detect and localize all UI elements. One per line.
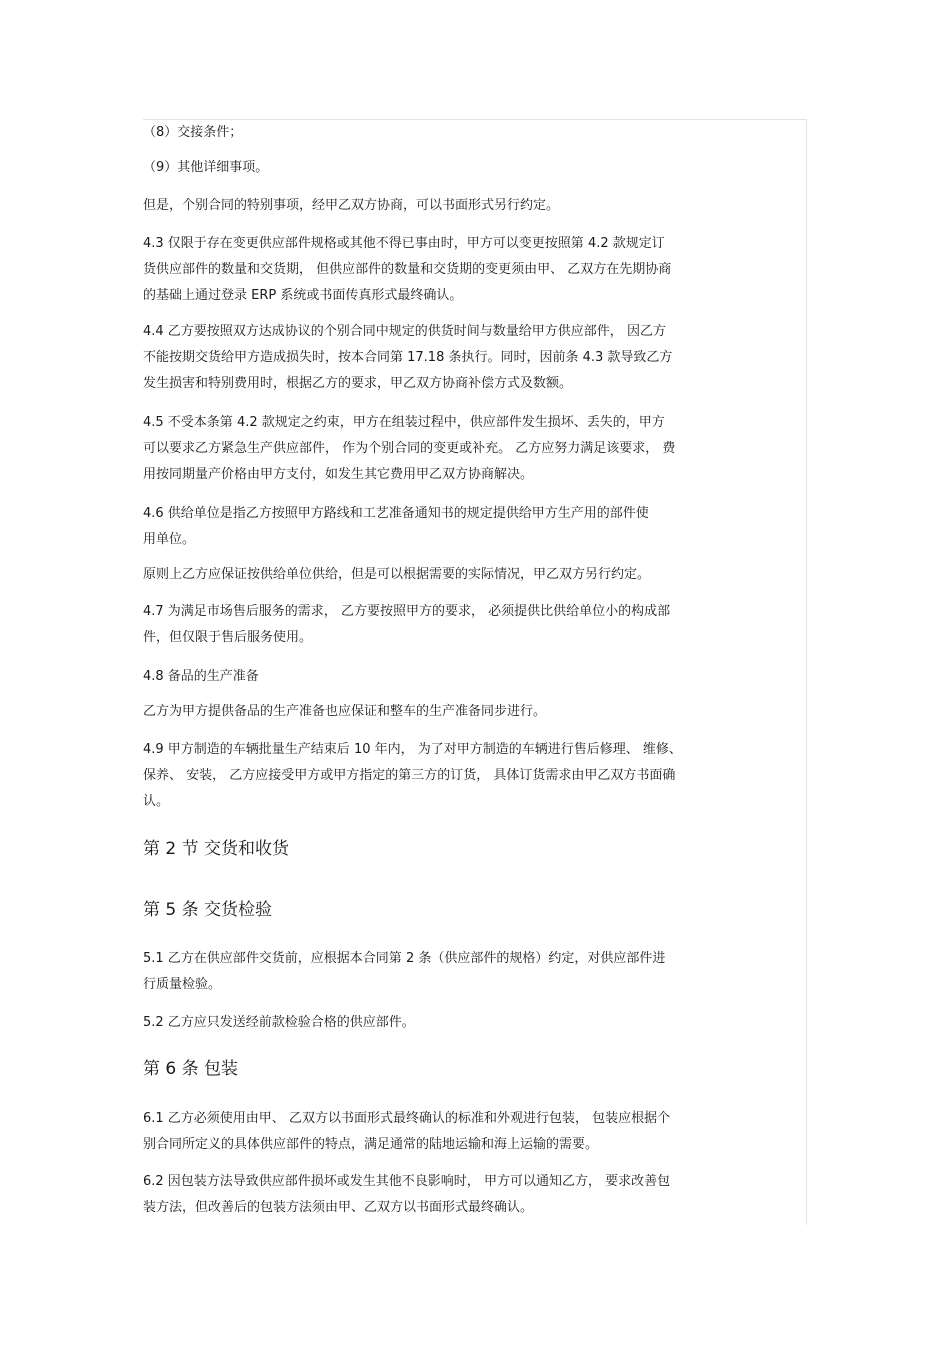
paragraph-4-4: [143, 319, 807, 397]
text-line: 认。: [143, 794, 170, 809]
text-line: 用按同期量产价格由甲方支付，如发生其它费用甲乙双方协商解决。: [143, 467, 534, 482]
paragraph-4-7: [143, 599, 807, 651]
paragraph-4-5: [143, 410, 807, 488]
text-line: 4.9 甲方制造的车辆批量生产结束后 10 年内， 为了对甲方制造的车辆进行售后修理、 维修、: [143, 742, 682, 757]
text-line: 4.7 为满足市场售后服务的需求， 乙方要按照甲方的要求， 必须提供比供给单位小的构成部: [143, 604, 671, 619]
paragraph-6-1: [143, 1106, 807, 1158]
text-line: 5.2 乙方应只发送经前款检验合格的供应部件。: [143, 1015, 415, 1030]
text-line: 但是，个别合同的特别事项，经甲乙双方协商，可以书面形式另行约定。: [143, 198, 560, 213]
text-line: 装方法，但改善后的包装方法须由甲、乙双方以书面形式最终确认。: [143, 1200, 534, 1215]
text-line: 件，但仅限于售后服务使用。: [143, 630, 313, 645]
paragraph-principle: [143, 562, 807, 588]
paragraph-4-8: [143, 664, 807, 690]
text-line: （9）其他详细事项。: [143, 160, 269, 175]
paragraph-4-3: [143, 231, 807, 309]
article-heading: 第 6 条 包装: [143, 1059, 239, 1079]
text-line: 发生损害和特别费用时，根据乙方的要求，甲乙双方协商补偿方式及数额。: [143, 376, 573, 391]
text-line: 保养、 安装， 乙方应接受甲方或甲方指定的第三方的订货， 具体订货需求由甲乙双方书面确: [143, 768, 676, 783]
paragraph-4-9: [143, 737, 807, 815]
paragraph-item-8: [143, 120, 807, 146]
text-line: 的基础上通过登录 ERP 系统或书面传真形式最终确认。: [143, 288, 463, 303]
paragraph-5-2: [143, 1010, 807, 1036]
text-line: （8）交接条件；: [143, 125, 243, 140]
text-line: 货供应部件的数量和交货期， 但供应部件的数量和交货期的变更须由甲、 乙双方在先期协商: [143, 262, 672, 277]
text-line: 别合同所定义的具体供应部件的特点，满足通常的陆地运输和海上运输的需要。: [143, 1137, 599, 1152]
text-line: 用单位。: [143, 532, 196, 547]
text-line: 乙方为甲方提供备品的生产准备也应保证和整车的生产准备同步进行。: [143, 704, 547, 719]
text-line: 原则上乙方应保证按供给单位供给，但是可以根据需要的实际情况，甲乙双方另行约定。: [143, 567, 651, 582]
paragraph-spare-parts: [143, 699, 807, 725]
paragraph-special-terms: [143, 193, 807, 219]
text-line: 可以要求乙方紧急生产供应部件， 作为个别合同的变更或补充。 乙方应努力满足该要求， 费: [143, 441, 676, 456]
section-heading: 第 2 节 交货和收货: [143, 839, 290, 859]
text-line: 4.8 备品的生产准备: [143, 669, 259, 684]
paragraph-5-1: [143, 946, 807, 998]
text-line: 6.1 乙方必须使用由甲、 乙双方以书面形式最终确认的标准和外观进行包装， 包装应根据个: [143, 1111, 671, 1126]
paragraph-item-9: [143, 155, 807, 181]
article-heading: 第 5 条 交货检验: [143, 900, 273, 920]
text-line: 行质量检验。: [143, 977, 222, 992]
document-page: [143, 119, 807, 1225]
text-line: 4.3 仅限于存在变更供应部件规格或其他不得已事由时，甲方可以变更按照第 4.2 款规定订: [143, 236, 665, 251]
text-line: 不能按期交货给甲方造成损失时，按本合同第 17.18 条执行。同时，因前条 4.3 款导致乙方: [143, 350, 673, 365]
text-line: 4.4 乙方要按照双方达成协议的个别合同中规定的供货时间与数量给甲方供应部件， 因乙方: [143, 324, 666, 339]
paragraph-4-6: [143, 501, 807, 553]
paragraph-6-2: [143, 1169, 807, 1221]
text-line: 4.5 不受本条第 4.2 款规定之约束，甲方在组装过程中，供应部件发生损坏、丢失的，甲方: [143, 415, 665, 430]
text-line: 6.2 因包装方法导致供应部件损坏或发生其他不良影响时， 甲方可以通知乙方， 要求改善包: [143, 1174, 671, 1189]
text-line: 4.6 供给单位是指乙方按照甲方路线和工艺准备通知书的规定提供给甲方生产用的部件使: [143, 506, 649, 521]
text-line: 5.1 乙方在供应部件交货前，应根据本合同第 2 条（供应部件的规格）约定，对供应部件进: [143, 951, 666, 966]
